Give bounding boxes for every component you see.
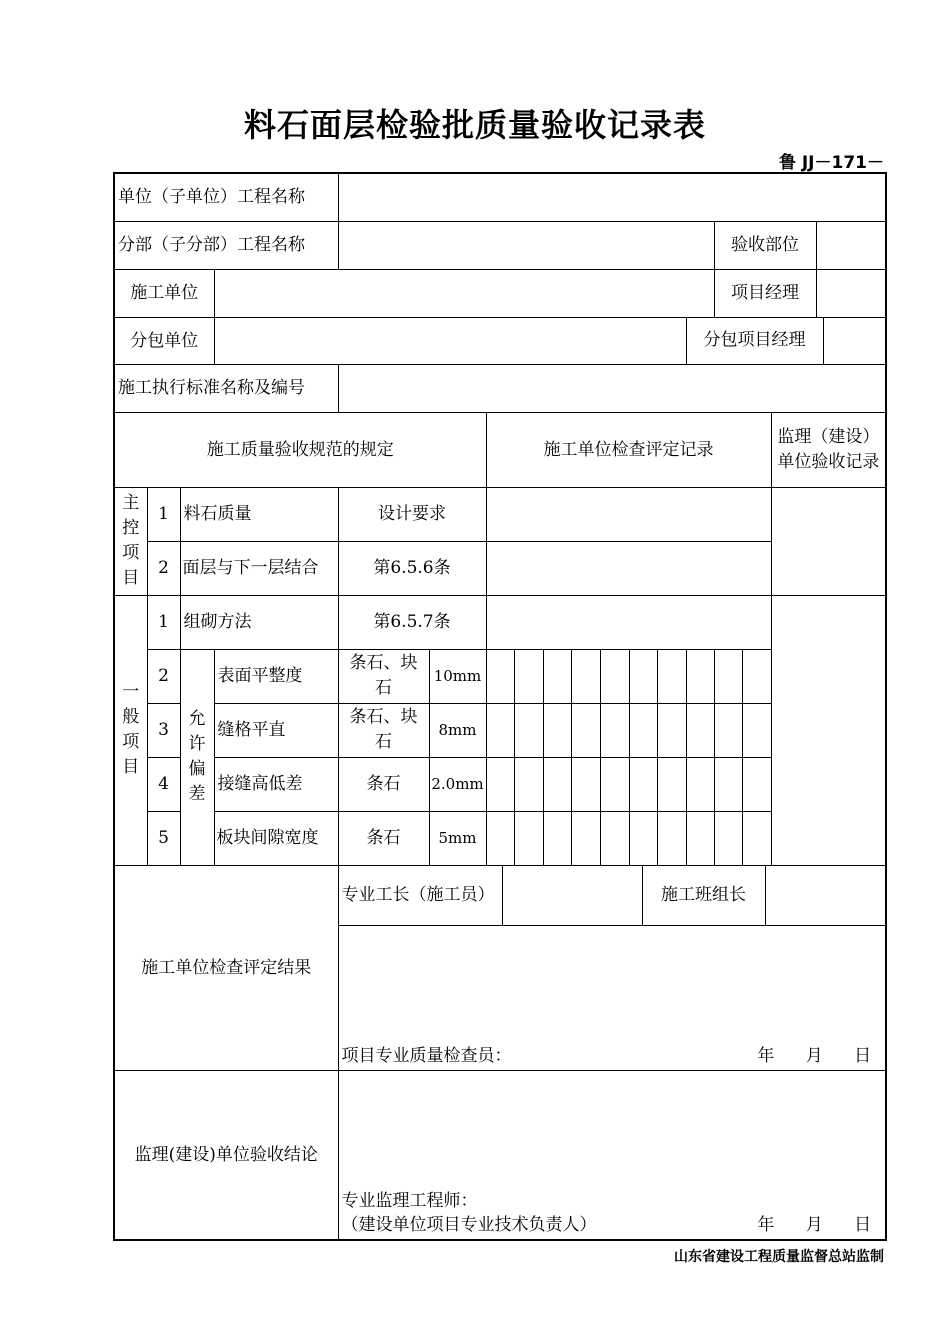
main-item-name: 面层与下一层结合 [180, 541, 338, 595]
measure-cell[interactable] [742, 757, 771, 811]
footer-issuer: 山东省建设工程质量监督总站监制 [674, 1249, 884, 1265]
inspector-label: 项目专业质量检查员： [341, 1045, 512, 1066]
measure-cell[interactable] [657, 649, 686, 703]
general-item-no: 1 [147, 595, 180, 649]
measure-cell[interactable] [714, 703, 742, 757]
general-item-value: 2.0mm [429, 757, 486, 811]
general-item-no: 2 [147, 649, 180, 703]
measure-cell[interactable] [571, 757, 600, 811]
measure-cell[interactable] [742, 649, 771, 703]
measure-cell[interactable] [657, 703, 686, 757]
acceptance-part-label: 验收部位 [715, 222, 817, 269]
measure-cell[interactable] [657, 757, 686, 811]
result-sign-area[interactable] [338, 925, 886, 1070]
measure-cell[interactable] [543, 703, 571, 757]
subcontract-manager-cell [686, 317, 886, 364]
general-item-material: 条石 [338, 811, 429, 865]
general-item-name: 表面平整度 [214, 649, 338, 703]
general-item-no: 3 [147, 703, 180, 757]
form-code: 鲁 JJ－171－ [778, 153, 884, 173]
result-signers-cell [338, 865, 886, 925]
construction-unit-label: 施工单位 [114, 269, 214, 317]
project-manager-label: 项目经理 [715, 270, 817, 317]
division-name-label: 分部（子分部）工程名称 [114, 221, 338, 269]
measure-cell[interactable] [514, 811, 543, 865]
page-title: 料石面层检验批质量验收记录表 [243, 106, 706, 144]
general-item-name: 板块间隙宽度 [214, 811, 338, 865]
measure-cell[interactable] [543, 757, 571, 811]
main-items-group-label: 主控项目 [114, 487, 147, 595]
measure-cell[interactable] [486, 649, 514, 703]
main-item-record-field[interactable] [486, 487, 771, 541]
general-item-name: 组砌方法 [180, 595, 338, 649]
project-manager-field[interactable] [817, 270, 886, 317]
standard-field[interactable] [338, 364, 886, 412]
measure-cell[interactable] [742, 811, 771, 865]
supervision-header: 监理（建设）单位验收记录 [771, 412, 886, 487]
result-label: 施工单位检查评定结果 [114, 865, 338, 1070]
measure-cell[interactable] [543, 649, 571, 703]
standard-label: 施工执行标准名称及编号 [114, 364, 338, 412]
unit-name-label: 单位（子单位）工程名称 [114, 173, 338, 221]
foreman-label: 专业工长（施工员） [339, 866, 503, 925]
general-item-name: 接缝高低差 [214, 757, 338, 811]
engineer-note: （建设单位项目专业技术负责人） [341, 1215, 597, 1235]
measure-cell[interactable] [571, 703, 600, 757]
general-item-requirement: 第6.5.7条 [338, 595, 486, 649]
main-item-record-field[interactable] [486, 541, 771, 595]
spec-header: 施工质量验收规范的规定 [114, 412, 486, 487]
measure-cell[interactable] [714, 811, 742, 865]
measure-cell[interactable] [514, 757, 543, 811]
measure-cell[interactable] [486, 811, 514, 865]
general-items-supervision-field[interactable] [771, 595, 886, 865]
measure-cell[interactable] [571, 811, 600, 865]
measure-cell[interactable] [629, 649, 657, 703]
measure-cell[interactable] [571, 649, 600, 703]
acceptance-part-field[interactable] [817, 222, 886, 269]
measure-cell[interactable] [486, 757, 514, 811]
division-name-field[interactable] [338, 221, 714, 269]
measure-cell[interactable] [514, 649, 543, 703]
measure-cell[interactable] [714, 649, 742, 703]
measure-cell[interactable] [600, 703, 629, 757]
general-item-no: 4 [147, 757, 180, 811]
measure-cell[interactable] [686, 703, 714, 757]
measure-cell[interactable] [686, 649, 714, 703]
engineer-label: 专业监理工程师： [341, 1191, 478, 1211]
subcontract-unit-label: 分包单位 [114, 317, 214, 364]
measure-cell[interactable] [600, 649, 629, 703]
main-item-no: 2 [147, 541, 180, 595]
project-manager-cell [714, 269, 886, 317]
general-item-material: 条石 [338, 757, 429, 811]
construction-unit-field[interactable] [214, 269, 714, 317]
conclusion-sign-area[interactable] [338, 1070, 886, 1240]
main-item-no: 1 [147, 487, 180, 541]
measure-cell[interactable] [600, 757, 629, 811]
team-leader-label: 施工班组长 [643, 866, 766, 925]
acceptance-part-cell [714, 221, 886, 269]
general-item-name: 缝格平直 [214, 703, 338, 757]
measure-cell[interactable] [600, 811, 629, 865]
subcontract-unit-field[interactable] [214, 317, 686, 364]
general-item-value: 10mm [429, 649, 486, 703]
general-item-value: 8mm [429, 703, 486, 757]
general-item-material: 条石、块石 [338, 649, 429, 703]
result-date: 年 月 日 [757, 1045, 872, 1066]
main-items-supervision-field[interactable] [771, 487, 886, 595]
record-header: 施工单位检查评定记录 [486, 412, 771, 487]
measure-cell[interactable] [486, 703, 514, 757]
measure-cell[interactable] [629, 757, 657, 811]
general-item-material: 条石、块石 [338, 703, 429, 757]
foreman-field[interactable] [503, 866, 643, 925]
conclusion-date: 年 月 日 [757, 1215, 872, 1235]
measure-cell[interactable] [714, 757, 742, 811]
team-leader-field[interactable] [766, 866, 886, 925]
general-items-group-label: 一般项目 [114, 595, 147, 865]
main-item-name: 料石质量 [180, 487, 338, 541]
general-item-record-field[interactable] [486, 595, 771, 649]
measure-cell[interactable] [686, 811, 714, 865]
general-item-no: 5 [147, 811, 180, 865]
measure-cell[interactable] [629, 811, 657, 865]
measure-cell[interactable] [657, 811, 686, 865]
general-item-value: 5mm [429, 811, 486, 865]
measure-cell[interactable] [514, 703, 543, 757]
allowable-deviation-label: 允许偏差 [180, 649, 214, 865]
measure-cell[interactable] [742, 703, 771, 757]
main-item-requirement: 第6.5.6条 [338, 541, 486, 595]
measure-cell[interactable] [686, 757, 714, 811]
main-item-requirement: 设计要求 [338, 487, 486, 541]
acceptance-record-table [113, 172, 887, 1241]
subcontract-manager-field[interactable] [824, 318, 886, 364]
subcontract-manager-label: 分包项目经理 [687, 318, 824, 364]
conclusion-label: 监理(建设)单位验收结论 [114, 1070, 338, 1240]
measure-cell[interactable] [543, 811, 571, 865]
unit-name-field[interactable] [338, 173, 886, 221]
measure-cell[interactable] [629, 703, 657, 757]
